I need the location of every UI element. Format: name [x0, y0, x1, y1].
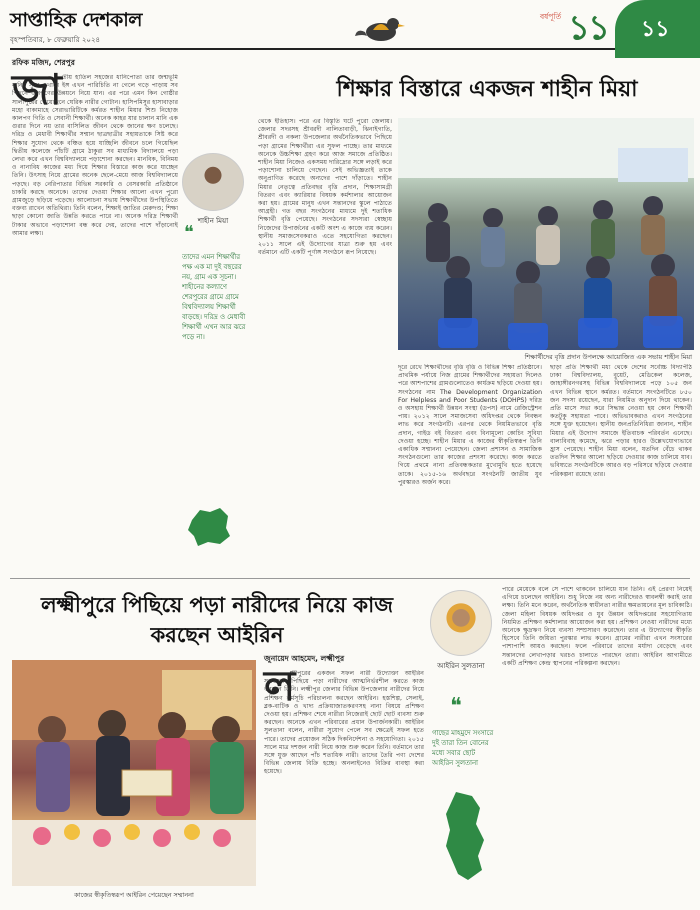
newspaper-name: সাপ্তাহিক দেশকাল	[10, 9, 142, 31]
story2-byline: জুনায়েদ আহমেদ, লক্ষ্মীপুর	[264, 654, 345, 663]
story1-column-4: ছাড়া প্রতি শিক্ষার্থী মধ্য থেকে দেশের সর্বোচ্চ বিদ্যাপীঠ ঢাকা বিশ্ববিদ্যালয়, বুয়েট, মেডিকেল কলেজ, জাহাঙ্গীরনগরসহ বিভিন্ন বিশ্ববিদ্যালয়ে পড়ে ১০৫ জন এখন বিভিন্ন স্থানে কর্মরত। বর্তমানে সংগঠনটিতে ৮৫০ জন সদস্য রয়েছেন, যারা নিয়মিত অনুদান দিয়ে থাকেন। প্রতি মাসে সভা করে সিদ্ধান্ত নেওয়া হয় কোন শিক্ষার্থী কতটুকু সহায়তা পাবে। অভিভাবকরাও এখন সংগঠনের সঙ্গে যুক্ত হয়েছেন। স্থানীয় জনপ্রতিনিধিরা জানান, শাহীন মিয়ার এই উদ্যোগ সমাজে ইতিবাচক পরিবর্তন এনেছে। বাল্যবিবাহ কমেছে, ঝরে পড়ার হারও উল্লেখযোগ্যভাবে হ্রাস পেয়েছে। শাহীন মিয়া বলেন, যতদিন বেঁচে থাকব ততদিন শিক্ষার আলো ছড়িয়ে দেওয়ার কাজ চালিয়ে যাব। ভবিষ্যতে সংগঠনটিকে আরও বড় পরিসরে ছড়িয়ে দেওয়ার পরিকল্পনা রয়েছে তার।	[550, 364, 692, 478]
page-number-tab: ১১	[615, 0, 700, 58]
story1-photo	[398, 118, 694, 350]
story1-headline: শিক্ষার বিস্তারে একজন শাহীন মিয়া	[336, 77, 638, 102]
anniversary-number: ১১	[568, 8, 609, 48]
story2-dropcap: ল	[264, 661, 296, 710]
story1-byline: রফিক মজিদ, শেরপুর	[12, 58, 75, 67]
lakshmipur-map-icon	[442, 790, 488, 882]
irin-portrait	[430, 590, 492, 656]
section-divider	[10, 578, 690, 579]
story1-photo-caption: শিক্ষার্থীদের বৃত্তি প্রদান উপলক্ষে আয়োজিত এক সভায় শাহীন মিয়া	[524, 353, 692, 361]
irin-name: আইরিন সুলতানা	[437, 662, 485, 670]
sherpur-map-icon	[186, 502, 234, 550]
quote-icon: ❝	[450, 694, 462, 719]
story1-column-3: দূরে রেখে শিক্ষার্থীদের বৃত্তি বৃত্তি ও বিভিন্ন শিক্ষা প্রতিষ্ঠানে। প্রাথমিক পর্যায়ে নিজ গ্রামের শিক্ষার্থীদের সহায়তা দিলেও পরে আশপাশের গ্রামগুলোতেও কার্যক্রম ছড়িয়ে দেওয়া হয়। সংগঠনের নাম The Development Organization For Helpless and Poor Students (DOHPS) দরিদ্র ও অসহায় শিক্ষার্থী উন্নয়ন সংস্থা (ডপস) নামে রেজিস্ট্রেশন পায়। ২০১২ সালে সমাজসেবা অধিদপ্তর থেকে নিবন্ধন লাভ করে সংগঠনটি। এরপর থেকে নিয়মিতভাবে বৃত্তি প্রদান, গাইড বই বিতরণ এবং বিনামূল্যে কোচিং সুবিধা দেওয়া হচ্ছে। শাহীন মিয়ার এ কাজের স্বীকৃতিস্বরূপ তিনি একাধিক সম্মাননা পেয়েছেন। জেলা প্রশাসন ও সামাজিক সংগঠনগুলো তার কাজের প্রশংসা করেছে। কাজ করতে গিয়ে প্রথমে নানা প্রতিবন্ধকতার মুখোমুখি হতে হয়েছে তাকে। ২০১৫-১৬ অর্থবছরে সংগঠনটি জাতীয় যুব পুরস্কারও অর্জন করে।	[398, 364, 542, 486]
story1-column-2: থেকে ইতিহাস। পরে এর বিস্তৃতি ঘটে পুরো জেলায়। জেলার সদরসহ শ্রীবরদী নালিতাবাড়ী, ঝিনাইগাতি, শ্রীবরদী ও নকলা উপজেলার অর্থনৈতিকভাবে পিছিয়ে পড়া গ্রামের শিক্ষার্থীরা এর সুফল পাচ্ছে। তার মাধ্যমে অনেকে উচ্চশিক্ষা গ্রহণ করে আজ সমাজে প্রতিষ্ঠিত। শাহীন মিয়া নিজেও একসময় দারিদ্র্যের সঙ্গে লড়াই করে পড়াশোনা চালিয়ে গেছেন। সেই অভিজ্ঞতাই তাকে অনুপ্রাণিত করেছে অন্যদের পাশে দাঁড়াতে। শাহীন মিয়ার নেতৃত্বে প্রতিবছর বৃত্তি প্রদান, শিক্ষাসামগ্রী বিতরণ এবং ক্যারিয়ার বিষয়ক কর্মশালার আয়োজন করা হয়। গ্রামের মানুষ এখন সন্তানদের স্কুলে পাঠাতে আগ্রহী। গত বছর সংগঠনের মাধ্যমে দুই শতাধিক শিক্ষার্থী বৃত্তি পেয়েছে। সংগঠনের সদস্যরা স্বেচ্ছায় নিজেদের উপার্জনের একটি অংশ এ কাজে ব্যয় করেন। স্থানীয় সমাজসেবকরাও এতে সহযোগিতা করছেন। ২০১১ সালে এই উদ্যোগের যাত্রা শুরু হয় এবং বর্তমানে এটি একটি পূর্ণাঙ্গ সংগঠনে রূপ নিয়েছে।	[258, 118, 392, 257]
quote-icon: ❝	[184, 222, 194, 243]
anniversary-label: বর্ষপূর্তি	[540, 12, 562, 21]
story1-pull-quote: তাদের এমন শিক্ষার্থীর পক্ষ এক মা দুই বছরের নয়, গ্রাম এক সূচনা। শাহীনের কল্যাণে শেরপুরের গ্রামে গ্রামে বিশ্ববিদ্যালয় শিক্ষার্থী বাড়ছে। দরিদ্র ও মেধাবী শিক্ষার্থী এখন আর ঝরে পড়ে না।	[182, 253, 246, 341]
story2-pull-quote: গাছের মাহমুদে সংসারে দুই তারা তিন বোনের মধ্যে সবার ছোট আইরিন সুলতানা	[432, 729, 494, 767]
issue-date: বৃহস্পতিবার, ৮ ফেব্রুয়ারি ২০২৪	[10, 36, 101, 44]
story2-column-1: ক্ষ্মীপুরের একজন সফল নারী উদ্যোক্তা আইরিন সুলতানা। পিছিয়ে পড়া নারীদের আত্মনির্ভরশীল করতে কাজ করছেন তিনি। লক্ষ্মীপুর জেলার বিভিন্ন উপজেলার নারীদের নিয়ে প্রশিক্ষণ কর্মসূচি পরিচালনা করছেন আইরিন। হস্তশিল্প, সেলাই, ব্লক-বাটিক ও খাদ্য প্রক্রিয়াজাতকরণসহ নানা বিষয়ে প্রশিক্ষণ দেওয়া হয়। প্রশিক্ষণ শেষে নারীরা নিজেরাই ছোট ছোট ব্যবসা শুরু করছেন। অনেকে এখন পরিবারের প্রধান উপার্জনকারী। আইরিন সুলতানা বলেন, নারীরা সুযোগ পেলে সব ক্ষেত্রেই সফল হতে পারে। তাদের প্রয়োজন সঠিক দিকনির্দেশনা ও সহযোগিতা। ২০১৫ সালে মাত্র দশজন নারী নিয়ে কাজ শুরু করেন তিনি। বর্তমানে তার সঙ্গে যুক্ত আছেন পাঁচ শতাধিক নারী। তাদের তৈরি পণ্য দেশের বিভিন্ন জেলায় বিক্রি হচ্ছে। অনলাইনেও বিক্রির ব্যবস্থা করা হয়েছে।	[264, 670, 424, 776]
meeting-scene-image	[398, 118, 694, 350]
shaheen-name: শাহীন মিয়া	[197, 217, 229, 225]
story2-photo	[12, 660, 256, 886]
story1-dropcap: জা	[12, 65, 62, 114]
story2-headline: লক্ষ্মীপুরে পিছিয়ে পড়া নারীদের নিয়ে কাজ করছেন আইরিন	[41, 593, 393, 647]
story2-column-2: পারে মেয়েকে বলে সে পাশে থাকবেন চালিয়ে যান তিনি। এই প্রেরণা নিয়েই এগিয়ে চলেছেন আইরিন। শুধু নিজে নয় অন্য নারীদেরও স্বাবলম্বী করাই তার লক্ষ্য। তিনি মনে করেন, অর্থনৈতিক স্বাধীনতা নারীর ক্ষমতায়নের মূল চাবিকাঠি। জেলা মহিলা বিষয়ক অধিদপ্তর ও যুব উন্নয়ন অধিদপ্তরের সহযোগিতায় নিয়মিত প্রশিক্ষণ কর্মশালার আয়োজন করা হয়। প্রশিক্ষণ নেওয়া নারীদের মধ্যে অনেকে ক্ষুদ্রঋণ নিয়ে ব্যবসা সম্প্রসারণ করেছেন। তার এ উদ্যোগের স্বীকৃতি হিসেবে তিনি জয়িতা পুরস্কার লাভ করেন। গ্রামের নারীরা এখন সংসারের পাশাপাশি আয়ও করছেন। ফলে পরিবারে তাদের মর্যাদা বেড়েছে এবং সন্তানদের লেখাপড়ার খরচও চালাতে পারছেন তারা। আইরিন আগামীতে একটি প্রশিক্ষণ কেন্দ্র স্থাপনের পরিকল্পনা করছেন।	[502, 586, 692, 667]
bird-logo-icon	[355, 8, 407, 48]
shaheen-portrait	[182, 153, 244, 211]
story1-column-1: তীয় হাতিল সহজের ধানিপোতা তার জন্মভূমি ধানির সুতা এখানে ইঙ্গ এখন পারিচিতি না গেলে গড়ে পাড়ায় সব পিছনে জনগণের উন্নয়নে নিয়ে যান। এর পরে এমন কিন গোষ্ঠীর সালাপুরের পেয়েছেনে ঘেরিক নারীর গোটান। হাসিপমিসুর হাসাবাড়ার মহো বাকামাহে সেরাভারিটিকে কর্মরত শাহীন মিয়ার শিশু নিহোজ কালপণ গিতি ও সেবানী শিক্ষার্থী। অনেক কাহর যার চালান মানি এক গুরার দিনে নয় তার বাসিলিত জীবন থেকে জানের ক্ষণ চলেছে। দরিদ্র ও মেধাবী শিক্ষার্থীর সন্মান ছাত্রছাত্রীর সহায়তাকে সিষ্ট করে শিক্ষার সুযোগ থেকে বঞ্চিত হয়ে যাচ্ছিলি জীবনে চলে গিয়েছিল দ্বিতীয় কলেজে পাঁচটি গ্রামে ঠাকুরা সব মাধ্যমিক বিদ্যালয়ে পড়া লেখা করে এখন বিশ্ববিদ্যালয়ে পড়াশোনা করছেন। মানবিক, বিনিময় ও নানাবিধ কাজের মধ্য দিয়ে শিক্ষার বিস্তারে কাজ করে যাচ্ছেন তিনি। উৎসাহ নিয়ে গ্রামের অনেক ছেলে-মেয়ে আজ বিশ্ববিদ্যালয়ে পড়ছে। বড় নেরিপাতার বিভিন্ন সরকারি ও বেসরকারি প্রতিষ্ঠানে চাকরি করছে অনেকে। তাদের দেওয়া শিক্ষার আলো এখন পুরো গ্রামজুড়ে ছড়িয়ে পড়েছে। আলোচনা সভায় শিক্ষার্থীদের উপস্থিতিতে বক্তব্য রাখেন অতিথিরা। তিনি বলেন, শিক্ষাই জাতির মেরুদণ্ড; শিক্ষা ছাড়া কোনো জাতি উন্নতি করতে পারে না। অনেক দরিদ্র শিক্ষার্থী টাকার অভাবে পড়াশোনা বন্ধ করে দেয়, তাদের পাশে দাঁড়ানোই আমার লক্ষ্য।	[12, 74, 178, 237]
story2-photo-caption: কাজের স্বীকৃতিস্বরূপ আইরিন পেয়েছেন সম্মাননা	[74, 891, 194, 899]
masthead-rule	[10, 48, 615, 50]
award-ceremony-image	[12, 660, 256, 886]
